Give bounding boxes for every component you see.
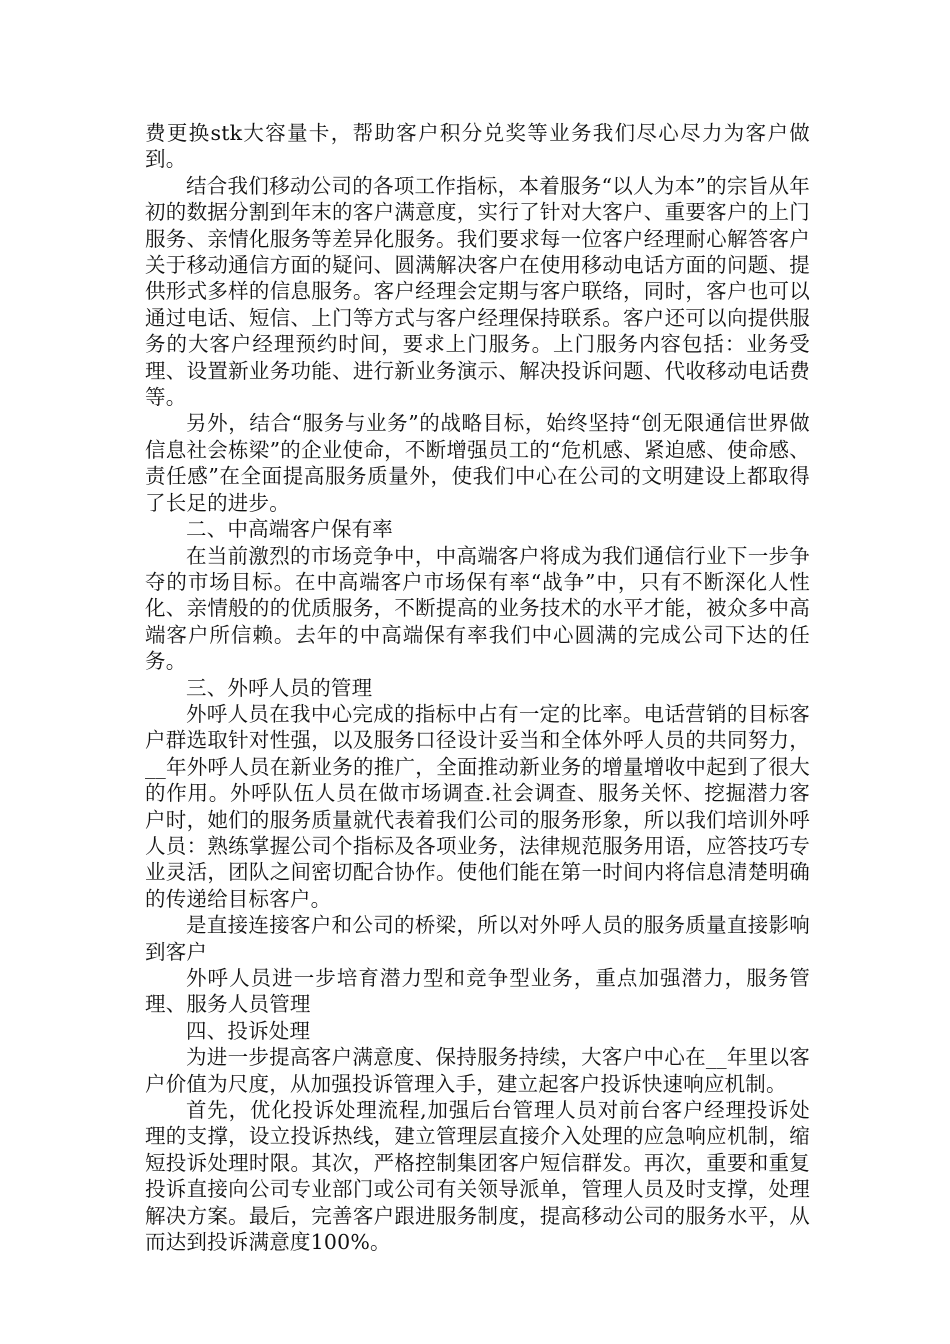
paragraph-continuation: 费更换stk大容量卡，帮助客户积分兑奖等业务我们尽心尽力为客户做到。 bbox=[145, 121, 810, 172]
paragraph-service-goals: 结合我们移动公司的各项工作指标，本着服务“以人为本”的宗旨从年初的数据分割到年末的客户满意度，实行了针对大客户、重要客户的上门服务、亲情化服务等差异化服务。我们要求每一位客户经理耐心解答客户关于移动通信方面的疑问、圆满解决客户在使用移动电话方面的问题、提供形式多样的信息服务。客户经理会定期与客户联络，同时，客户也可以通过电话、短信、上门等方式与客户经理保持联系。客户还可以向提供服务的大客户经理预约时间，要求上门服务。上门服务内容包括：业务受理、设置新业务功能、进行新业务演示、解决投诉问题、代收移动电话费等。 bbox=[145, 173, 810, 410]
section-heading-complaints: 四、投诉处理 bbox=[186, 1018, 311, 1043]
paragraph-complaint-mechanism: 为进一步提高客户满意度、保持服务持续，大客户中心在__年里以客户价值为尺度，从加强投诉管理入手，建立起客户投诉快速响应机制。 bbox=[145, 1045, 810, 1096]
document-page bbox=[145, 120, 810, 1255]
paragraph-bridge: 是直接连接客户和公司的桥梁，所以对外呼人员的服务质量直接影响到客户 bbox=[145, 913, 810, 964]
paragraph-cultivate: 外呼人员进一步培育潜力型和竞争型业务，重点加强潜力，服务管理、服务人员管理 bbox=[145, 966, 810, 1017]
paragraph-outbound-management: 外呼人员在我中心完成的指标中占有一定的比率。电话营销的目标客户群选取针对性强，以及服务口径设计妥当和全体外呼人员的共同努力，__年外呼人员在新业务的推广，全面推动新业务的增量增收中起到了很大的作用。外呼队伍人员在做市场调查.社会调查、服务关怀、挖掘潜力客户时，她们的服务质量就代表着我们公司的服务形象，所以我们培训外呼人员：熟练掌握公司个指标及各项业务，法律规范服务用语，应答技巧专业灵活，团队之间密切配合协作。使他们能在第一时间内将信息清楚明确的传递给目标客户。 bbox=[145, 701, 810, 911]
section-heading-outbound-management: 三、外呼人员的管理 bbox=[186, 675, 373, 700]
section-heading-high-end-retention: 二、中高端客户保有率 bbox=[186, 517, 393, 542]
paragraph-mission: 另外，结合“服务与业务”的战略目标，始终坚持“创无限通信世界做信息社会栋梁”的企业使命，不断增强员工的“危机感、紧迫感、使命感、责任感”在全面提高服务质量外，使我们中心在公司的文明建设上都取得了长足的进步。 bbox=[145, 411, 810, 515]
paragraph-high-end-retention: 在当前激烈的市场竞争中，中高端客户将成为我们通信行业下一步争夺的市场目标。在中高端客户市场保有率“战争”中，只有不断深化人性化、亲情般的的优质服务，不断提高的业务技术的水平才能，被众多中高端客户所信赖。去年的中高端保有率我们中心圆满的完成公司下达的任务。 bbox=[145, 543, 810, 674]
paragraph-complaint-process: 首先，优化投诉处理流程,加强后台管理人员对前台客户经理投诉处理的支撑，设立投诉热线，建立管理层直接介入处理的应急响应机制，缩短投诉处理时限。其次，严格控制集团客户短信群发。再次，重要和重复投诉直接向公司专业部门或公司有关领导派单，管理人员及时支撑，处理解决方案。最后，完善客户跟进服务制度，提高移动公司的服务水平，从而达到投诉满意度100%。 bbox=[145, 1098, 810, 1255]
